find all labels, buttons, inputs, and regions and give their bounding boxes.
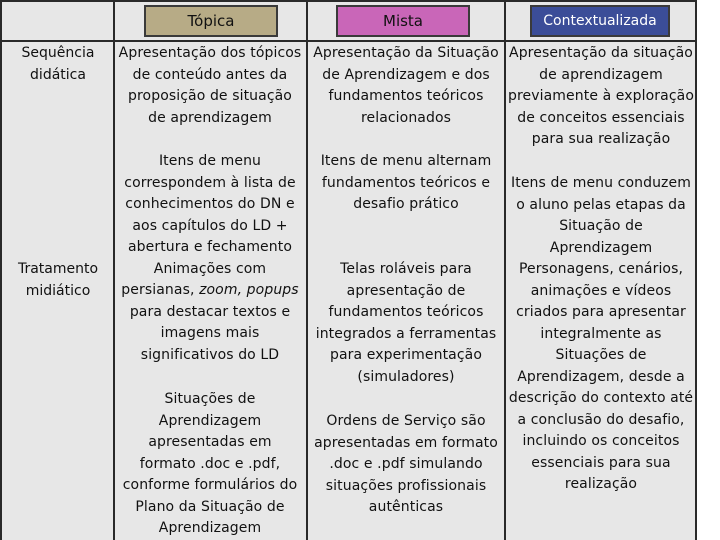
header-contextualizada-label: Contextualizada xyxy=(543,13,657,29)
text-line: para sua realização xyxy=(531,131,671,147)
header-contextualizada xyxy=(530,5,670,37)
text-line: Personagens, cenários, xyxy=(518,261,684,277)
text-line: previamente à exploração xyxy=(508,88,694,104)
row-label-line: Sequência xyxy=(21,45,95,61)
row-label-line: midiático xyxy=(25,282,91,299)
text-line: desafio prático xyxy=(353,196,459,212)
text-line: de aprendizagem xyxy=(148,109,272,126)
cell-mista-sequencia xyxy=(308,43,504,129)
text-line: aos capítulos do LD + xyxy=(132,217,288,234)
cell-mista-menu xyxy=(308,151,504,216)
text-line: a conclusão do desafio, xyxy=(517,411,685,428)
text-line: situações profissionais xyxy=(325,477,487,494)
text-line: apresentadas em formato xyxy=(314,434,498,451)
cell-topica-menu xyxy=(114,151,306,366)
text-line: integrados a ferramentas xyxy=(315,325,497,342)
row-label-sequencia xyxy=(4,43,112,86)
text-line: Situações de xyxy=(164,391,256,407)
text-line: de Aprendizagem e dos xyxy=(322,66,490,83)
cell-context-menu xyxy=(506,173,696,259)
cell-mista-telas xyxy=(308,259,504,388)
text-line: Apresentação da Situação xyxy=(313,45,499,61)
text-line: Aprendizagem xyxy=(158,520,262,536)
header-topica xyxy=(144,5,278,37)
row-label-tratamento xyxy=(4,259,112,302)
text-line: Telas roláveis para xyxy=(340,261,472,277)
text-line: Ordens de Serviço são xyxy=(326,413,486,429)
cell-context-sequencia xyxy=(506,43,696,151)
text-line: Itens de menu xyxy=(158,153,262,169)
text-line: de aprendizagem xyxy=(539,66,663,83)
text-line: Itens de menu conduzem xyxy=(511,175,691,191)
cell-topica-sequencia xyxy=(114,43,306,129)
text-line: Plano da Situação de xyxy=(135,498,285,515)
text-line: integralmente as xyxy=(540,325,662,342)
text-line: Aprendizagem xyxy=(549,239,653,256)
text-line: .doc e .pdf simulando xyxy=(329,456,483,472)
text-fragment-italic: zoom, popups xyxy=(199,282,299,298)
header-mista-label: Mista xyxy=(383,12,423,30)
cell-context-personagens xyxy=(506,259,696,496)
text-line: Animações com xyxy=(153,260,267,277)
text-line: para experimentação xyxy=(330,347,482,363)
header-topica-label: Tópica xyxy=(187,12,235,30)
text-line: imagens mais xyxy=(160,325,260,341)
text-line: fundamentos teóricos e xyxy=(321,174,491,191)
text-line: fundamentos teóricos xyxy=(328,88,484,104)
text-line: autênticas xyxy=(368,499,444,515)
header-divider xyxy=(0,40,697,42)
text-line: relacionados xyxy=(360,109,452,126)
text-line: significativos do LD xyxy=(140,346,280,363)
text-line: essenciais para sua xyxy=(531,454,671,471)
text-line: proposição de situação xyxy=(128,88,292,104)
text-line: animações e vídeos xyxy=(530,282,672,299)
text-line: apresentação de xyxy=(346,282,466,299)
text-line: Situações de xyxy=(555,347,647,363)
text-line: conhecimentos do DN e xyxy=(125,196,295,212)
text-line: Situação de xyxy=(559,218,643,234)
text-line: Aprendizagem, desde a xyxy=(517,368,685,385)
text-line: conforme formulários do xyxy=(122,477,298,493)
text-line: Apresentação dos tópicos xyxy=(118,45,302,61)
text-line: Aprendizagem xyxy=(158,412,262,429)
row-label-line: didática xyxy=(30,66,86,83)
text-line: de conceitos essenciais xyxy=(517,109,685,126)
text-line: de conteúdo antes da xyxy=(132,66,288,83)
text-line: Itens de menu alternam xyxy=(320,153,492,169)
text-line: abertura e fechamento xyxy=(127,239,293,255)
text-line: incluindo os conceitos xyxy=(522,433,680,449)
row-label-line: Tratamento xyxy=(17,261,99,277)
cell-topica-situacoes xyxy=(114,389,306,540)
text-line: o aluno pelas etapas da xyxy=(516,196,686,213)
text-line xyxy=(114,280,306,302)
text-line: apresentadas em xyxy=(148,434,272,450)
text-line: fundamentos teóricos xyxy=(328,304,484,320)
text-line: para destacar textos e xyxy=(129,303,291,320)
header-mista xyxy=(336,5,470,37)
text-fragment: persianas, xyxy=(121,282,200,298)
cell-mista-ordens xyxy=(308,411,504,519)
text-line: Apresentação da situação xyxy=(509,45,693,61)
text-line: criados para apresentar xyxy=(516,304,686,320)
text-line: (simuladores) xyxy=(357,368,455,385)
text-line: descrição do contexto até xyxy=(508,390,694,406)
text-line: realização xyxy=(564,476,638,492)
text-line: correspondem à lista de xyxy=(124,174,296,191)
text-line: formato .doc e .pdf, xyxy=(139,455,281,472)
